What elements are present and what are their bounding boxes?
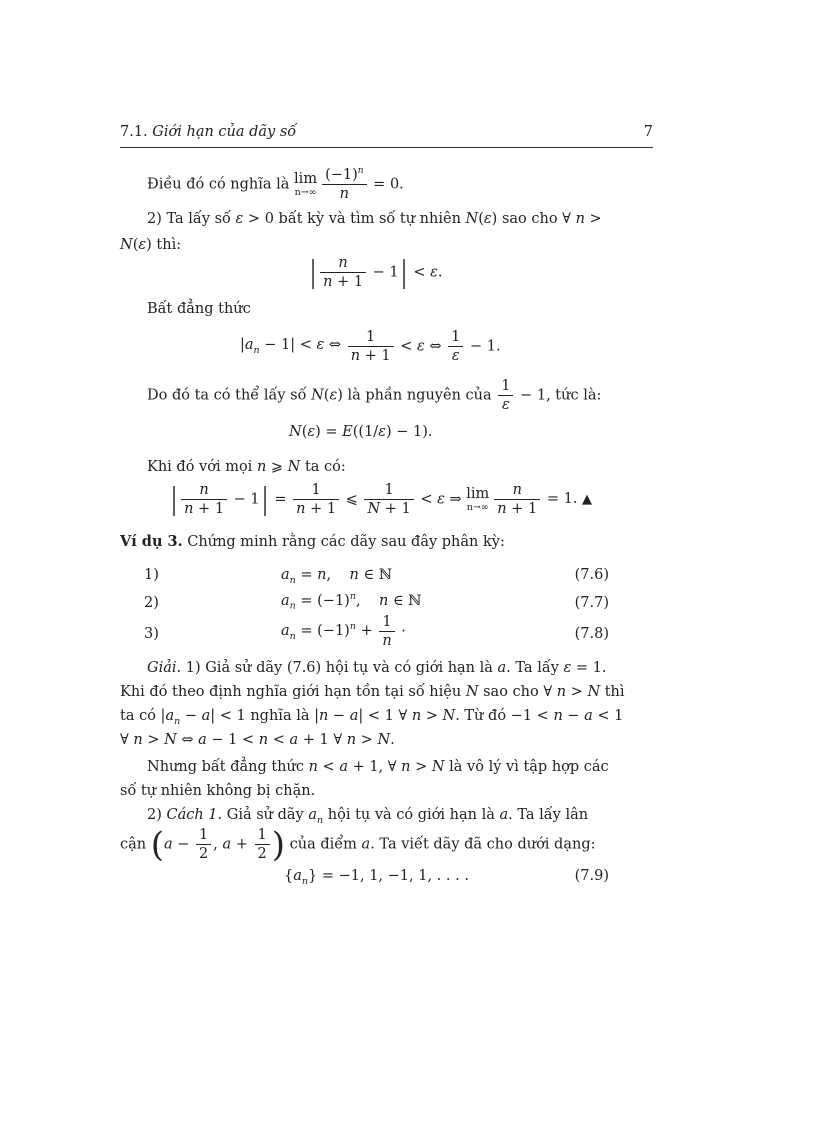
example-3-heading: Ví dụ 3. Chứng minh rằng các dãy sau đây phân kỳ: (120, 533, 505, 550)
header-section: 7.1. Giới hạn của dãy số (120, 124, 297, 140)
paragraph-2-line2: N(ε) thì: (120, 237, 182, 253)
solution-line-5: Nhưng bất đẳng thức n < a + 1, ∀ n > N là vô lý vì tập hợp các (147, 759, 609, 775)
solution-line-2: Khi đó theo định nghĩa giới hạn tồn tại số hiệu N sao cho ∀ n > N thì (120, 684, 625, 700)
eq-number-7-8: (7.8) (574, 626, 609, 642)
item-1-label: 1) (144, 567, 159, 583)
solution-line-6: số tự nhiên không bị chặn. (120, 783, 316, 799)
page-number: 7 (643, 124, 653, 140)
solution-line-3: ta có $|a_n - a| < 1$ nghĩa là |n − a| < 1 ∀ n > N. Từ đó −1 < n − a < 1 (120, 708, 624, 727)
item-1-formula: $a_n = n$, n ∈ ℕ (281, 567, 393, 586)
item-2-formula: $a_n = (-1)^n$, n ∈ ℕ (281, 591, 422, 612)
paragraph-limit-conclusion: Điều đó có nghĩa là lim n→∞ $\frac{(-1)^n}{n}$ = 0. (147, 166, 404, 203)
item-3-label: 3) (144, 626, 159, 642)
solution-line-4: ∀ n > N ⇔ a − 1 < n < a + 1 ∀ n > N. (120, 732, 395, 748)
paragraph-choose-N: Do đó ta có thể lấy số N(ε) là phần nguyên của $\frac{1}{\varepsilon}$ − 1, tức là: (147, 378, 602, 414)
equation-sequence: $\{a_n\} = -1$, 1, −1, 1, . . . . (284, 868, 469, 887)
equation-abs-ineq: | $\frac{n}{n + 1}$ − 1| < ε. (310, 254, 443, 291)
equation-final-chain: | $\frac{n}{n + 1}$ − 1| = $\frac{1}{n + 1}$ ⩽ $\frac{1}{N + 1}$ < ε ⇒ lim n→∞ $\frac{n}{n + 1}$ = 1. ▲ (171, 481, 593, 518)
method-1-line-2: cận (a − $\frac{1}{2}$ , a + $\frac{1}{2}$ ) của điểm a. Ta viết dãy đã cho dưới dạng: (120, 824, 596, 865)
item-2-label: 2) (144, 595, 159, 611)
method-1-line-1: 2) Cách 1. Giả sử dãy $a_n$ hội tụ và có giới hạn là a. Ta lấy lân (147, 807, 589, 826)
item-3-formula: $a_n = (-1)^n$ + $\frac{1}{n}$ · (281, 614, 406, 650)
eq-number-7-6: (7.6) (574, 567, 609, 583)
eq-number-7-9: (7.9) (574, 868, 609, 884)
running-header (120, 123, 653, 148)
paragraph-inequality: Bất đẳng thức (147, 301, 251, 317)
equation-N-eps: N(ε) = E((1/ε) − 1). (289, 424, 433, 440)
paragraph-2-line1: 2) Ta lấy số ε > 0 bất kỳ và tìm số tự nhiên N(ε) sao cho ∀ n > (147, 211, 602, 227)
equation-equivalence: $|a_n - 1| < \varepsilon$ ⇔ $\frac{1}{n + 1}$ < ε ⇔ $\frac{1}{\varepsilon}$ − 1. (240, 329, 501, 365)
eq-number-7-7: (7.7) (574, 595, 609, 611)
solution-line-1: Giải. 1) Giả sử dãy (7.6) hội tụ và có giới hạn là a. Ta lấy ε = 1. (147, 660, 607, 676)
paragraph-for-all-n: Khi đó với mọi n ⩾ N ta có: (147, 459, 346, 475)
